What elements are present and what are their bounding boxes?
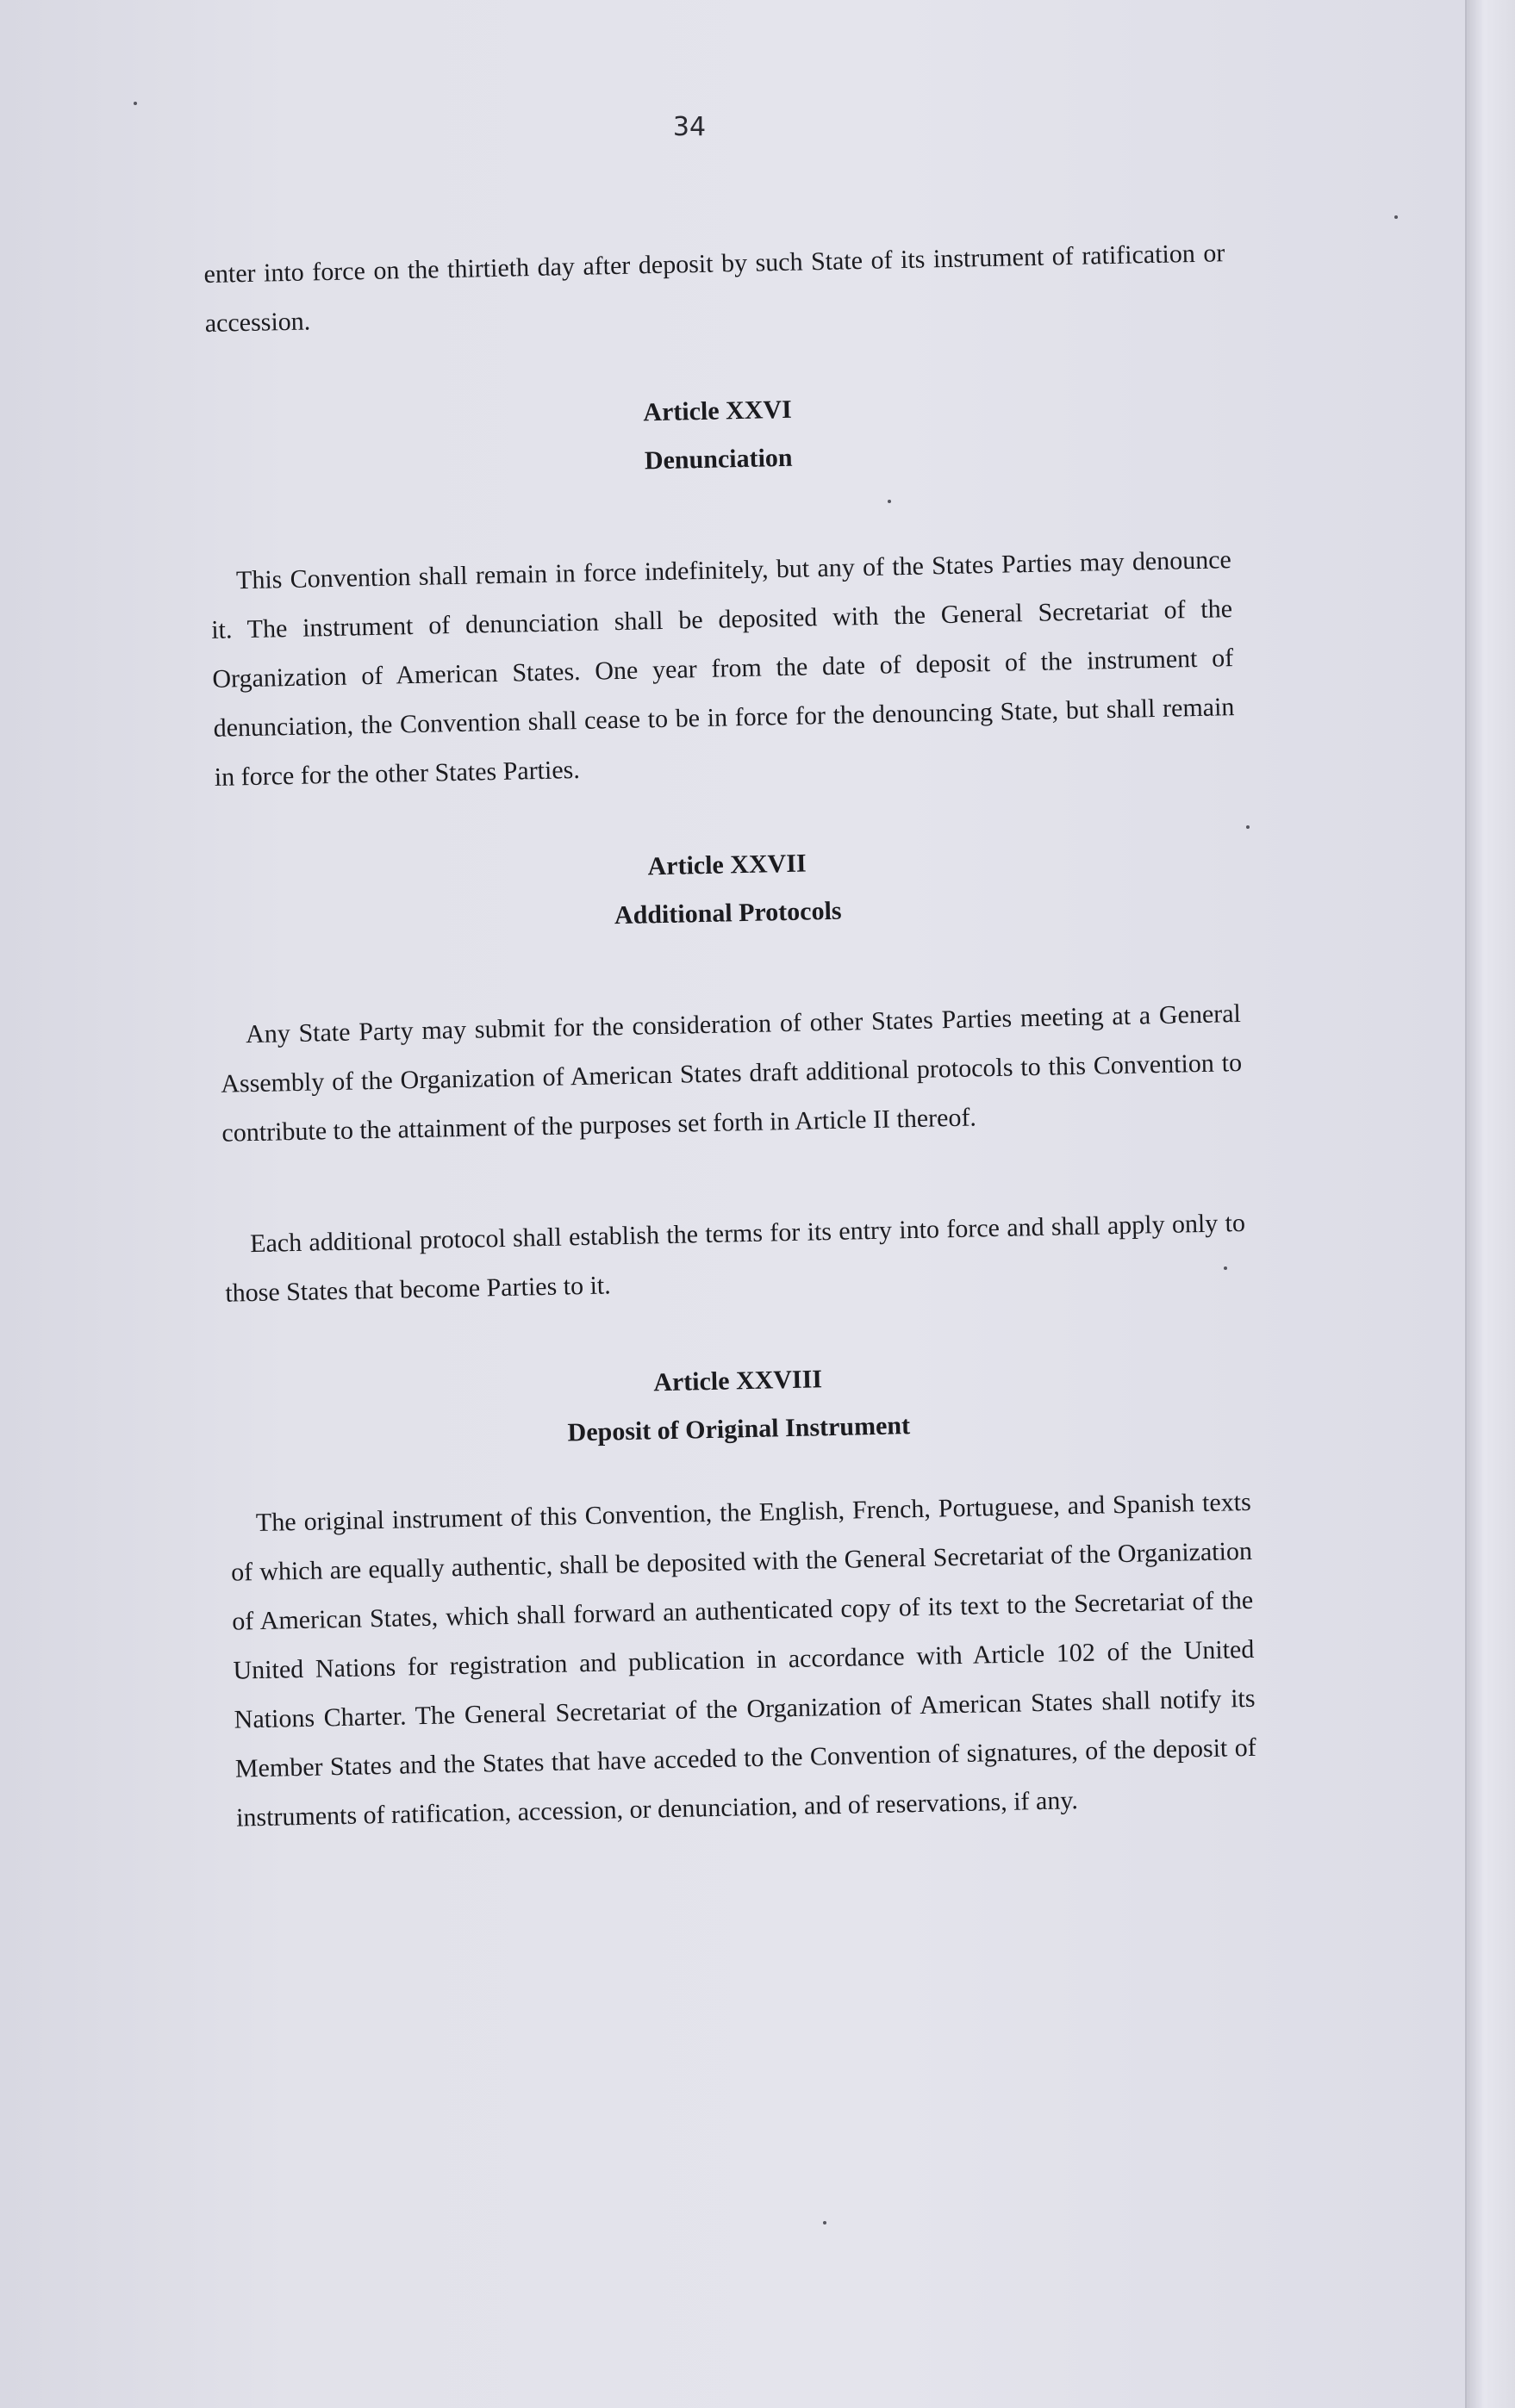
page-number: 34 [672,112,707,142]
article-title: Additional Protocols [614,896,842,930]
article-paragraph: This Convention shall remain in force indefinitely, but any of the States Parties may denounce it. The instrument of denunciation shall be deposited with the General Secretariat of the Organization of American States. One year from the date of deposit of the instrument of denunciation, the Convention shall cease to be in force for the denouncing State, but shall remain in force for the other States Parties. [210,545,1235,792]
article-xxvii [216,831,1247,1318]
article-title: Deposit of Original Instrument [567,1411,911,1447]
article-paragraph: Each additional protocol shall establish the terms for its entry into force and shall apply only to those States that become Parties to it. [225,1208,1246,1308]
paper-speck [823,2221,826,2224]
document-body [203,228,1257,1842]
article-xxviii [227,1347,1257,1843]
article-paragraph: The original instrument of this Convention, the English, French, Portuguese, and Spanish texts of which are equally authentic, shall be deposited with the General Secretariat of the Organization of American States, which shall forward an authenticated copy of its text to the Secretariat of the United Nations for registration and publication in accordance with Article 102 of the United Nations Charter. The General Secretariat of the Organization of American States shall notify its Member States and the States that have acceded to the Convention of signatures, of the deposit of instruments of ratification, accession, or denunciation, and of reservations, if any. [230,1487,1257,1832]
article-paragraph: Any State Party may submit for the consideration of other States Parties meeting at a General Assembly of the Organization of American States draft additional protocols to this Convention to contribute to the attainment of the purposes set forth in Article II thereof. [220,999,1243,1148]
article-heading: Article XXVI [642,395,793,427]
article-heading: Article XXVIII [652,1365,823,1397]
paper-speck [1246,825,1250,829]
paper-speck [134,102,137,105]
paper-speck [888,500,891,503]
paper-speck [1394,215,1398,219]
article-title: Denunciation [644,443,793,476]
article-heading: Article XXVII [647,849,807,881]
page-edge [1465,0,1515,2408]
article-xxvi [207,376,1237,802]
paper-speck [1224,1266,1227,1270]
opening-paragraph: enter into force on the thirtieth day after deposit by such State of its instrument of ratification or accession. [203,239,1225,338]
